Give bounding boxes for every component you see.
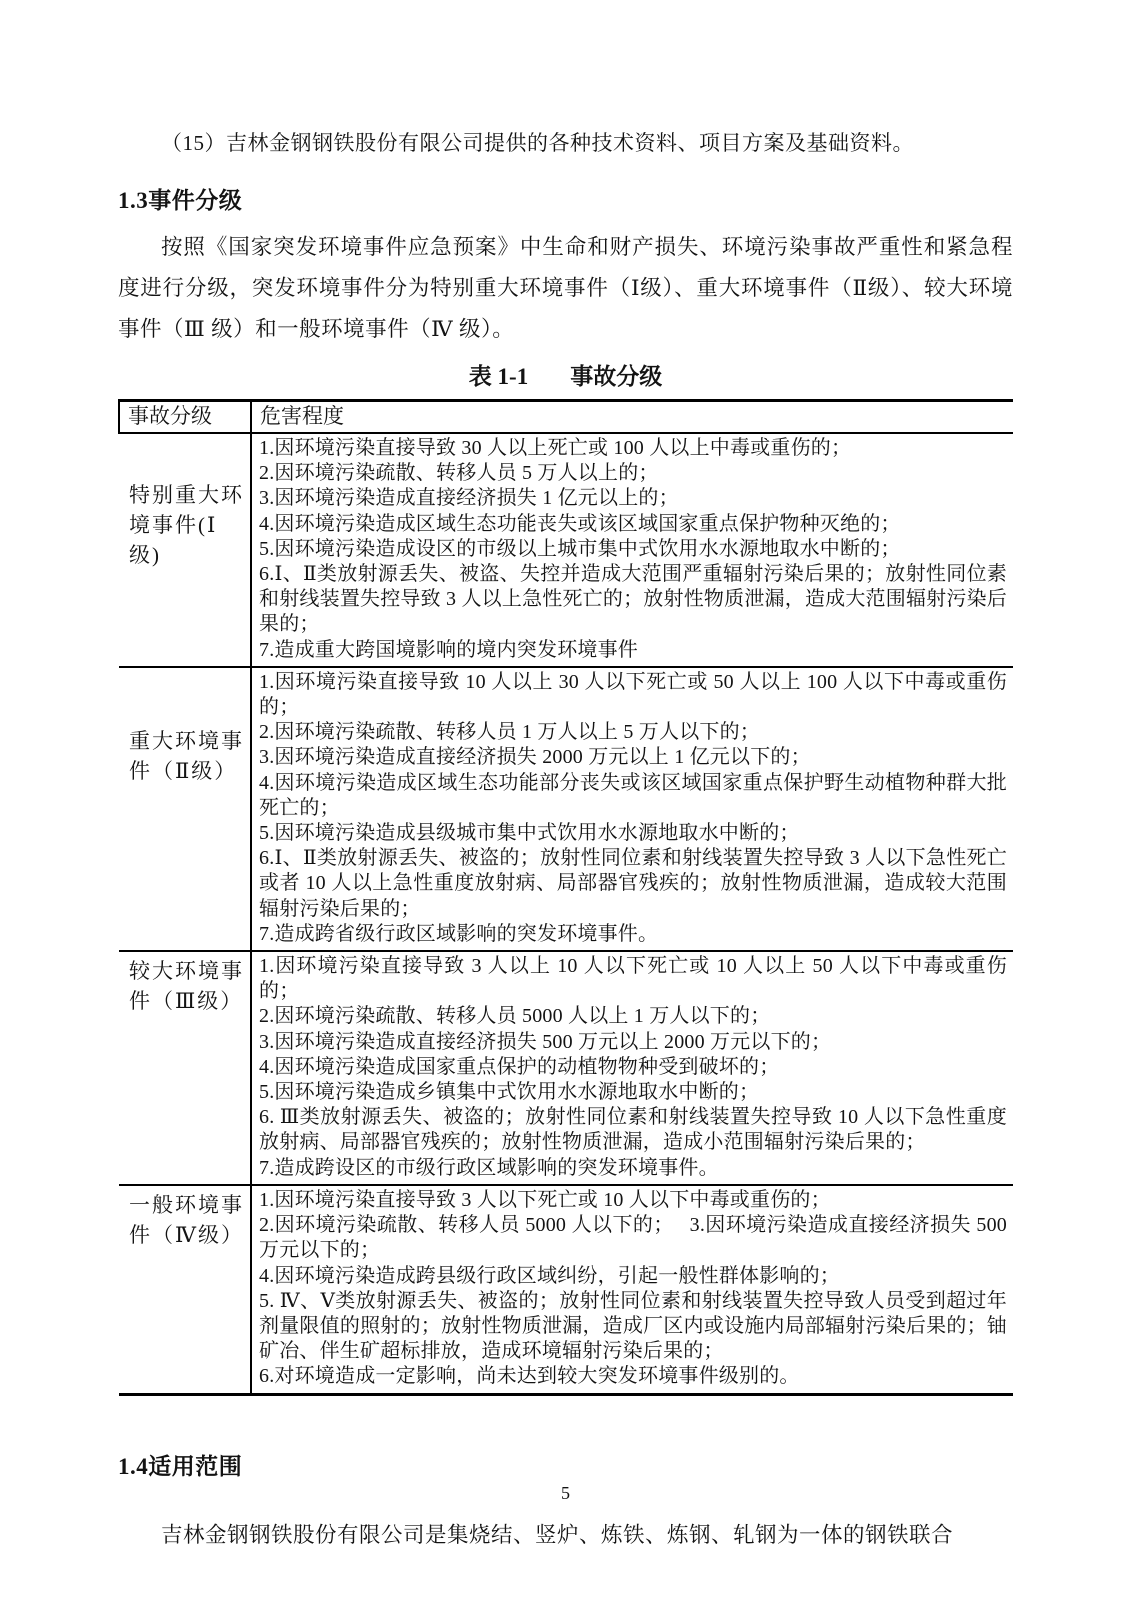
section-heading-event-grading: 1.3事件分级 — [118, 188, 243, 213]
harm-item: 7.造成重大跨国境影响的境内突发环境事件 — [259, 638, 638, 661]
table-row — [119, 433, 1013, 667]
intro-list-item: （15）吉林金钢钢铁股份有限公司提供的各种技术资料、项目方案及基础资料。 — [161, 131, 914, 155]
scope-paragraph: 吉林金钢钢铁股份有限公司是集烧结、竖炉、炼铁、炼钢、轧钢为一体的钢铁联合 — [161, 1522, 954, 1547]
harm-item: 1.因环境污染直接导致 30 人以上死亡或 100 人以上中毒或重伤的； — [259, 437, 852, 459]
harm-item: 4.因环境污染造成区域生态功能部分丧失或该区域国家重点保护野生动植物种群大批死亡的； — [259, 771, 1007, 819]
harm-item: 5.因环境污染造成设区的市级以上城市集中式饮用水水源地取水中断的； — [259, 537, 901, 560]
harm-item: 4.因环境污染造成跨县级行政区域纠纷，引起一般性群体影响的； — [259, 1264, 840, 1287]
harm-item: 3.因环境污染造成直接经济损失 1 亿元以上的； — [259, 487, 679, 510]
incident-level-cell: 特别重大环境事件(Ⅰ级) — [119, 433, 251, 667]
harm-item: 5.因环境污染造成县级城市集中式饮用水水源地取水中断的； — [259, 822, 800, 845]
classification-table-body — [119, 433, 1013, 1394]
harm-item: 7.造成跨设区的市级行政区域影响的突发环境事件。 — [259, 1156, 719, 1179]
section-heading-scope: 1.4适用范围 — [118, 1453, 243, 1479]
harm-item: 4.因环境污染造成国家重点保护的动植物物种受到破坏的； — [259, 1055, 780, 1078]
harm-degree-cell — [251, 951, 1013, 1185]
harm-item: 2.因环境污染疏散、转移人员 5000 人以上 1 万人以下的； — [259, 1005, 771, 1028]
table-header-row — [119, 401, 1013, 434]
harm-item: 1.因环境污染直接导致 3 人以下死亡或 10 人以下中毒或重伤的； — [259, 1188, 831, 1211]
harm-item: 5. Ⅳ、Ⅴ类放射源丢失、被盗的；放射性同位素和射线装置失控导致人员受到超过年剂量限值的照射的；放射性物质泄漏，造成厂区内或设施内局部辐射污染后果的；铀矿冶、伴生矿超标排放，造成环境辐射污染后果的； — [259, 1289, 1007, 1363]
table-row — [119, 951, 1013, 1185]
harm-degree-cell — [251, 1185, 1013, 1394]
event-grading-paragraph: 按照《国家突发环境事件应急预案》中生命和财产损失、环境污染事故严重性和紧急程度进行分级，突发环境事件分为特别重大环境事件（Ⅰ级）、重大环境事件（Ⅱ级）、较大环境事件（Ⅲ 级）和一般环境事件（Ⅳ 级）。 — [118, 235, 1013, 341]
table-caption-title: 事故分级 — [570, 364, 663, 389]
harm-item: 6.Ⅰ、Ⅱ类放射源丢失、被盗、失控并造成大范围严重辐射污染后果的；放射性同位素和射线装置失控导致 3 人以上急性死亡的；放射性物质泄漏，造成大范围辐射污染后果的； — [259, 563, 1007, 636]
harm-item: 6. Ⅲ类放射源丢失、被盗的；放射性同位素和射线装置失控导致 10 人以下急性重度放射病、局部器官残疾的；放射性物质泄漏，造成小范围辐射污染后果的； — [259, 1106, 1007, 1154]
harm-item: 3.因环境污染造成直接经济损失 2000 万元以上 1 亿元以下的； — [259, 746, 811, 769]
table-caption-number: 表 1-1 — [468, 364, 529, 389]
incident-level-cell: 较大环境事件（Ⅲ级） — [119, 951, 251, 1185]
harm-item: 1.因环境污染直接导致 3 人以上 10 人以下死亡或 10 人以上 50 人以下中毒或重伤的； — [259, 955, 1007, 1003]
table-row — [119, 667, 1013, 951]
incident-level-cell: 重大环境事件（Ⅱ级） — [119, 667, 251, 951]
table-row — [119, 1185, 1013, 1394]
incident-level-cell: 一般环境事件（Ⅳ级） — [119, 1185, 251, 1394]
harm-item: 6.Ⅰ、Ⅱ类放射源丢失、被盗的；放射性同位素和射线装置失控导致 3 人以下急性死亡或者 10 人以上急性重度放射病、局部器官残疾的；放射性物质泄漏，造成较大范围辐射污染后果的； — [259, 847, 1007, 920]
harm-item: 1.因环境污染直接导致 10 人以上 30 人以下死亡或 50 人以上 100 人以下中毒或重伤的； — [259, 670, 1007, 719]
harm-item: 5.因环境污染造成乡镇集中式饮用水水源地取水中断的； — [259, 1081, 760, 1104]
page-number: 5 — [561, 1483, 570, 1503]
harm-item: 2.因环境污染疏散、转移人员 5 万人以上的； — [259, 462, 659, 485]
harm-item: 2.因环境污染疏散、转移人员 5000 人以下的； 3.因环境污染造成直接经济损失 500万元以下的； — [259, 1214, 1007, 1262]
column-header-harm-degree: 危害程度 — [251, 401, 1013, 434]
harm-item: 4.因环境污染造成区域生态功能丧失或该区域国家重点保护物种灭绝的； — [259, 512, 901, 535]
harm-degree-cell — [251, 433, 1013, 667]
column-header-incident-level: 事故分级 — [119, 401, 251, 434]
harm-item: 2.因环境污染疏散、转移人员 1 万人以上 5 万人以下的； — [259, 721, 760, 744]
harm-degree-cell — [251, 667, 1013, 951]
incident-classification-table — [118, 399, 1013, 1396]
harm-item: 7.造成跨省级行政区域影响的突发环境事件。 — [259, 922, 659, 945]
harm-item: 3.因环境污染造成直接经济损失 500 万元以上 2000 万元以下的； — [259, 1030, 832, 1053]
page-content — [0, 128, 1131, 1556]
harm-item: 6.对环境造成一定影响，尚未达到较大突发环境事件级别的。 — [259, 1365, 800, 1388]
table-caption — [118, 358, 1013, 391]
